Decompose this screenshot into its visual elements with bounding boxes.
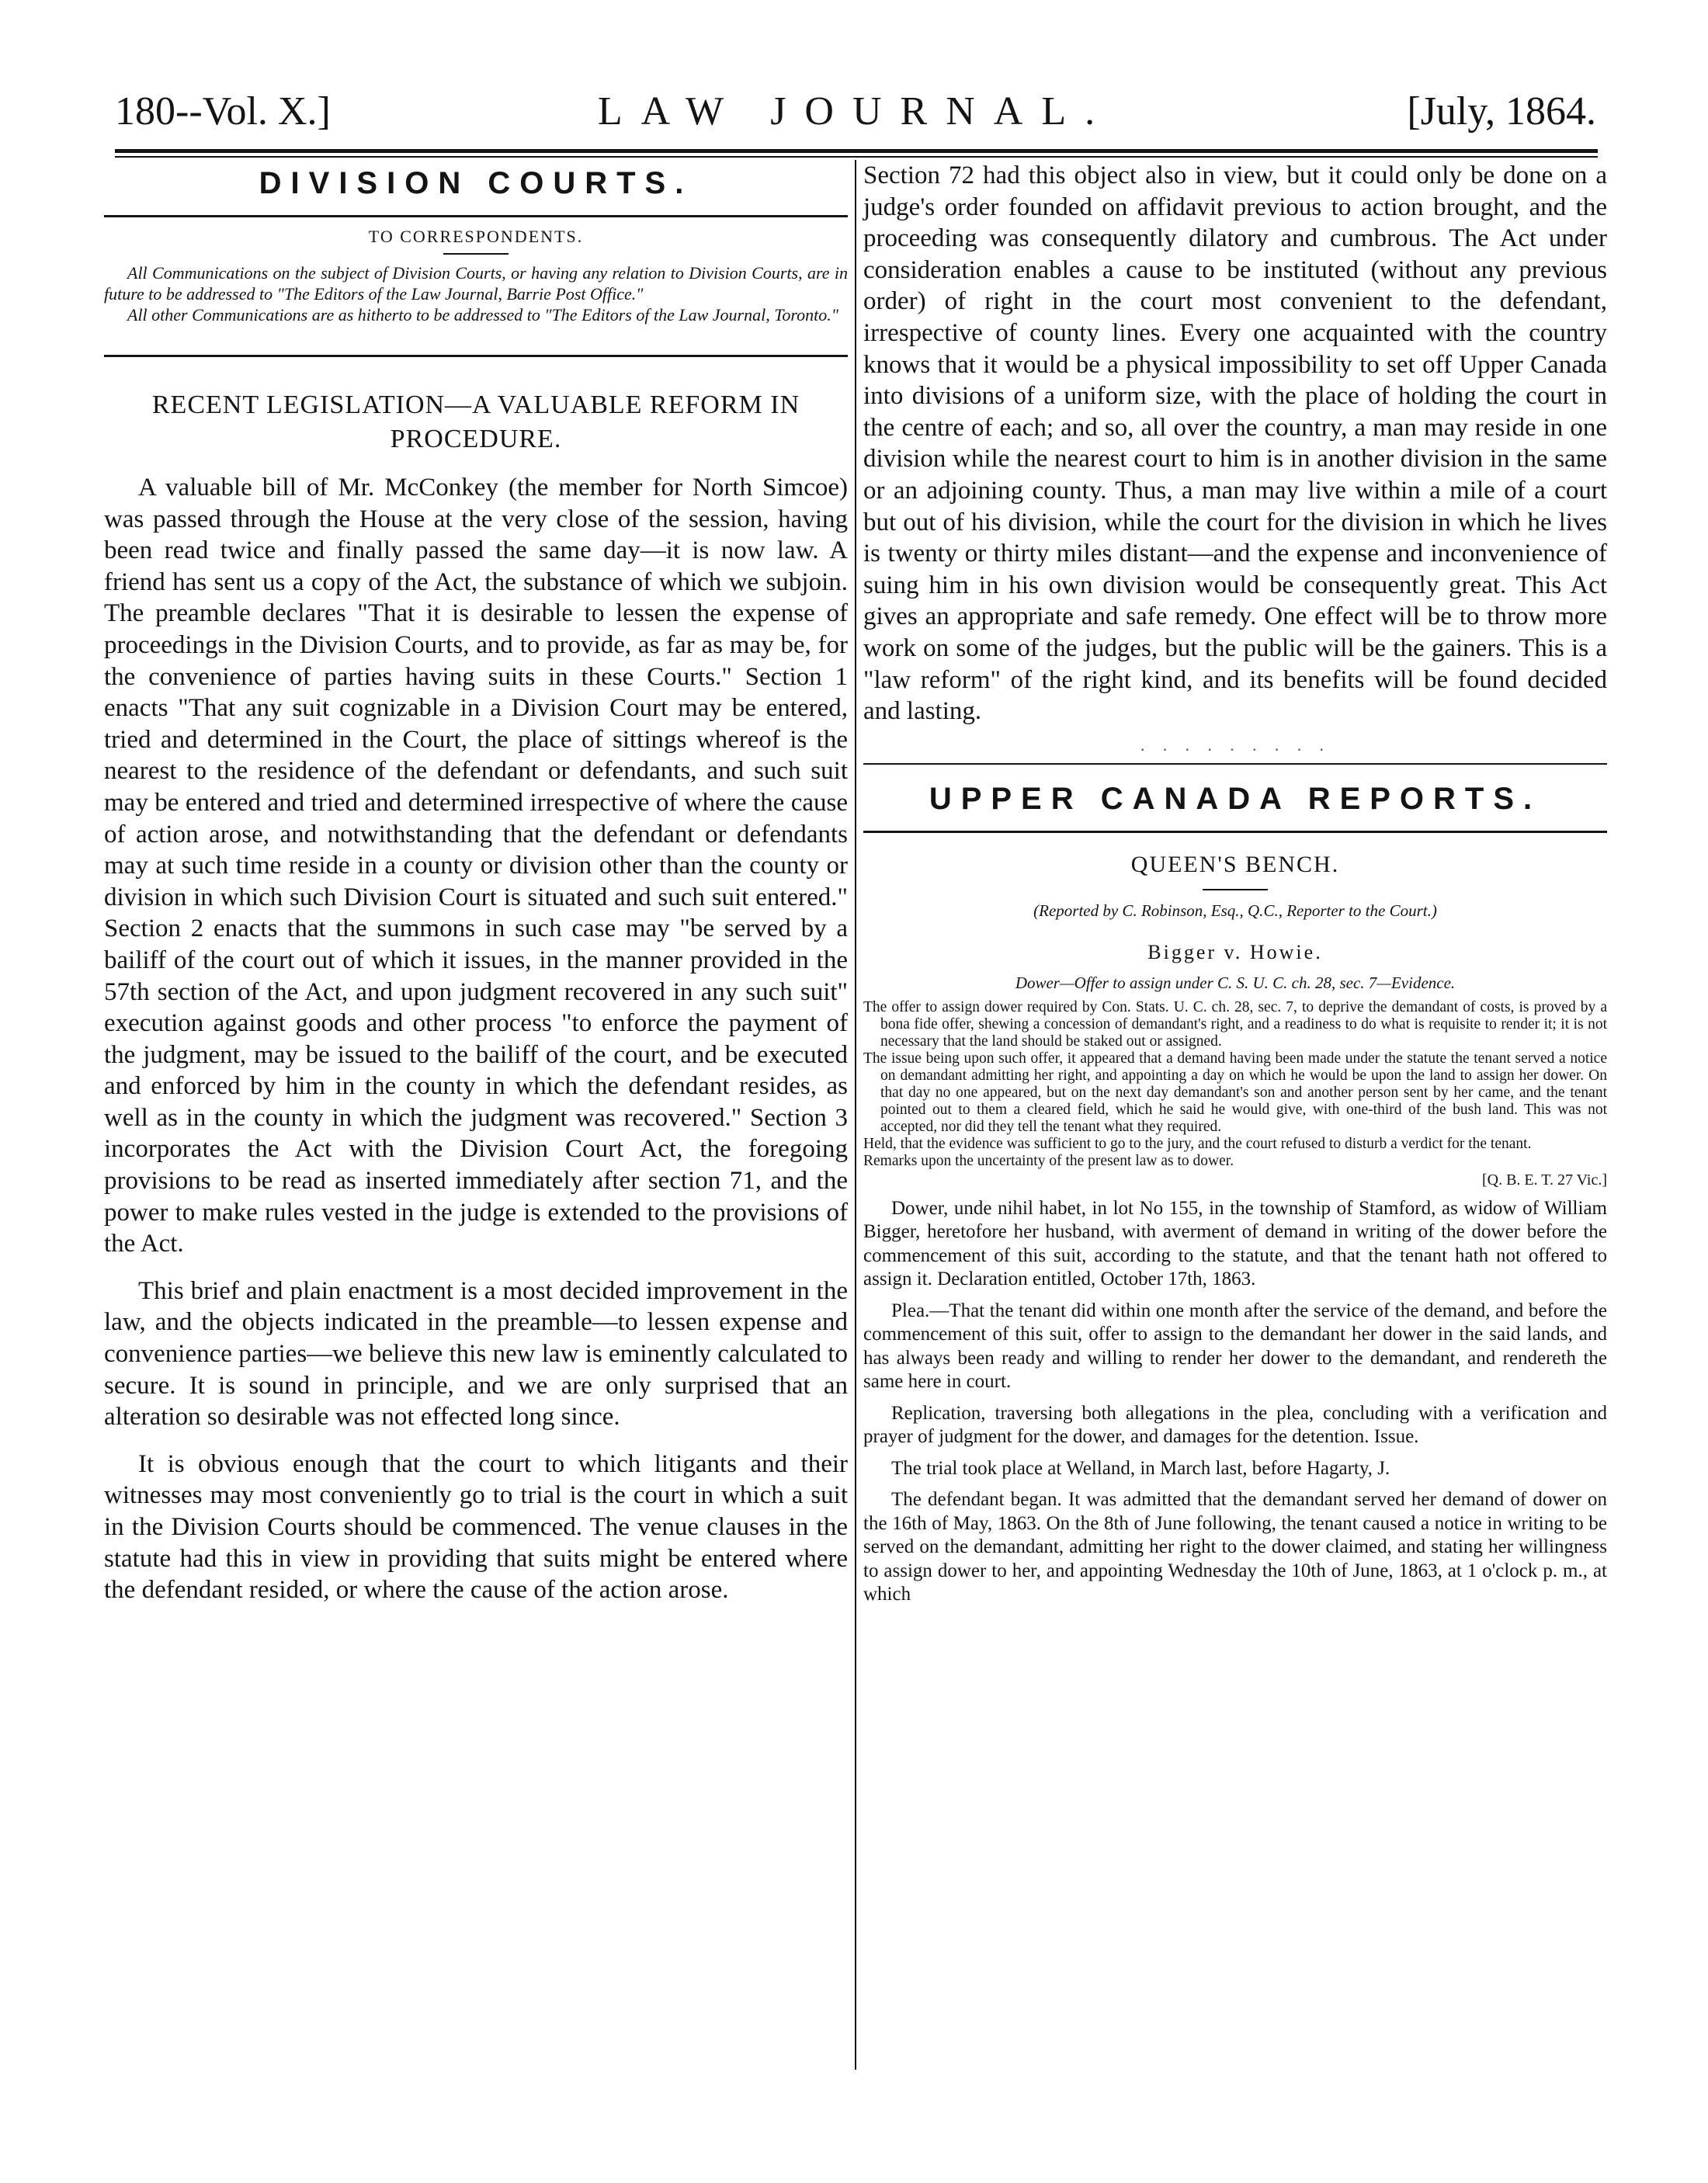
case-citation: [Q. B. E. T. 27 Vic.]	[1481, 1171, 1607, 1189]
reporter-credit: (Reported by C. Robinson, Esq., Q.C., Reporter to the Court.)	[1033, 901, 1437, 920]
column-divider	[855, 160, 856, 2070]
article-headline: RECENT LEGISLATION—A VALUABLE REFORM IN PROCEDURE.	[151, 390, 800, 453]
running-header	[115, 84, 1596, 146]
article-paragraph: It is obvious enough that the court to which litigants and their witnesses may most conveniently go to trial is the court in which a suit in the Division Courts should be commenced. The venue clauses in the statute had this in view in providing that suits might be entered where the defendant resided, or where the cause of the action arose.	[104, 1449, 848, 1605]
left-column	[104, 160, 848, 2085]
case-name: Bigger v. Howie.	[1147, 940, 1323, 963]
article-paragraph: This brief and plain enactment is a most decided improvement in the law, and the objects indicated in the preamble—to lessen expense and convenience parties—we believe this new law is eminently calculated to secure. It is sound in principle, and we are only surprised that an alteration so desirable was not effected long since.	[104, 1276, 848, 1432]
article-paragraph: A valuable bill of Mr. McConkey (the member for North Simcoe) was passed through the House at the very close of the session, having been read twice and finally passed the same day—it is now law. A friend has sent us a copy of the Act, the substance of which we subjoin. The preamble declares "That it is desirable to lessen the expense of proceedings in the Division Courts, and to provide, as far as may be, for the convenience of parties having suits in these Courts." Section 1 enacts "That any suit cognizable in a Division Court may be entered, tried and determined in the Court, the place of sittings whereof is the nearest to the residence of the defendant or defendants, and such suit may be entered and tried and determined irrespective of where the cause of action arose, and notwithstanding that the defendant or defendants may at such time reside in a county or division other than the county or division in which such Division Court is situated and such suit entered." Section 2 enacts that the summons in such case may "be served by a bailiff of the court out of which it issues, in the manner provided in the 57th section of the Act, and upon judgment recovered in any such suit" execution against goods and other process "to enforce the payment of the judgment, may be issued to the bailiff of the court, and be executed and enforced by him in the county in which the defendant resides, as well as in the county in which the judgment was recovered." Section 3 incorporates the Act with the Division Court Act, the foregoing provisions to be read as inserted immediately after section 71, and the power to make rules vested in the judge is extended to the provisions of the Act.	[104, 474, 848, 1258]
head-notes	[863, 999, 1607, 1170]
section-rule	[863, 763, 1607, 765]
division-courts-title: DIVISION COURTS.	[259, 166, 693, 200]
case-subject: Dower—Offer to assign under C. S. U. C. ch. 28, sec. 7—Evidence.	[1015, 973, 1456, 992]
issue-date: [July, 1864.	[1407, 89, 1596, 134]
article-continuation: Section 72 had this object also in view, but it could only be done on a judge's order founded on affidavit previous to action brought, and the proceeding was consequently dilatory and cumbrous. The Act under consideration enables a cause to be instituted (without any previous order) of right in the court most convenient to the defendant, irrespective of county lines. Every one acquainted with the country knows that it would be a physical impossibility to set off Upper Canada into divisions of a uniform size, with the place of holding the court in the centre of each; and so, all over the country, a man may reside in one division while the nearest court to him is in another division in the same or an adjoining county. Thus, a man may live within a mile of a court but out of his division, while the court for the division in which he lives is twenty or thirty miles distant—and the expense and inconvenience of suing him in his own division would be consequently great. This Act gives an appropriate and safe remedy. One effect will be to throw more work on some of the judges, but the public will be the gainers. This is a "law reform" of the right kind, and its benefits will be found decided and lasting.	[863, 161, 1607, 726]
to-correspondents-heading: TO CORRESPONDENTS.	[368, 227, 584, 246]
section-rule	[104, 355, 848, 357]
header-rule	[115, 149, 1598, 153]
correspondence-note: All Communications on the subject of Division Courts, or having any relation to Division Courts, are in future to be addressed to "The Editors of the Law Journal, Barrie Post Office."	[104, 263, 848, 304]
head-note: Held, that the evidence was sufficient to go to the jury, and the court refused to disturb a verdict for the tenant.	[863, 1135, 1532, 1152]
journal-title: LAW JOURNAL.	[597, 89, 1114, 134]
head-note: The issue being upon such offer, it appeared that a demand having been made under the statute the tenant served a notice on demandant admitting her right, and appointing a day on which he would be upon the land to assign her dower. On that day no one appeared, but on the next day demandant's son and another person sent by her came, and the tenant pointed out to them a cleared field, which he said he would give, with one-third of the bush land. This was not accepted, nor did they tell the tenant what they required.	[863, 1050, 1607, 1135]
correspondence-note: All other Communications are as hitherto to be addressed to "The Editors of the Law Journal, Toronto."	[127, 305, 839, 324]
short-rule	[443, 253, 509, 255]
case-paragraph: Replication, traversing both allegations in the plea, concluding with a verification and prayer of judgment for the dower, and damages for the detention. Issue.	[863, 1402, 1607, 1448]
case-paragraph: Dower, unde nihil habet, in lot No 155, in the township of Stamford, as widow of William Bigger, heretofore her husband, with averment of demand in writing of the dower before the commencement of this suit, according to the statute, and that the tenant hath not offered to assign it. Declaration entitled, October 17th, 1863.	[863, 1197, 1607, 1290]
section-rule	[104, 215, 848, 217]
section-rule	[863, 831, 1607, 833]
court-name: QUEEN'S BENCH.	[1130, 851, 1340, 877]
upper-canada-reports-title: UPPER CANADA REPORTS.	[929, 781, 1542, 816]
case-paragraph: Plea.—That the tenant did within one month after the service of the demand, and before the commencement of this suit, offer to assign to the demandant her dower in the said lands, and has always been ready and willing to render her dower to the demandant, and rendereth the same here in court.	[863, 1300, 1607, 1393]
case-paragraph: The defendant began. It was admitted that the demandant served her demand of dower on the 16th of May, 1863. On the 8th of June following, the tenant caused a notice in writing to be served on the demandant, admitting her right to the dower claimed, and stating her willingness to assign dower to her, and appointing Wednesday the 10th of June, 1863, at 1 o'clock p. m., at which	[863, 1489, 1607, 1605]
right-column	[863, 160, 1607, 2085]
short-rule	[1203, 889, 1268, 890]
head-note: The offer to assign dower required by Con. Stats. U. C. ch. 28, sec. 7, to deprive the demandant of costs, is proved by a bona fide offer, shewing a concession of demandant's right, and a readiness to do what is requisite to render it; it is not necessary that the land should be staked out or assigned.	[863, 998, 1607, 1050]
header-rule-thin	[115, 156, 1598, 158]
head-note: Remarks upon the uncertainty of the present law as to dower.	[863, 1152, 1234, 1169]
section-separator: · · · · · · · · ·	[1140, 739, 1331, 759]
case-paragraph: The trial took place at Welland, in March last, before Hagarty, J.	[891, 1457, 1390, 1479]
page-volume: 180--Vol. X.]	[115, 89, 331, 134]
